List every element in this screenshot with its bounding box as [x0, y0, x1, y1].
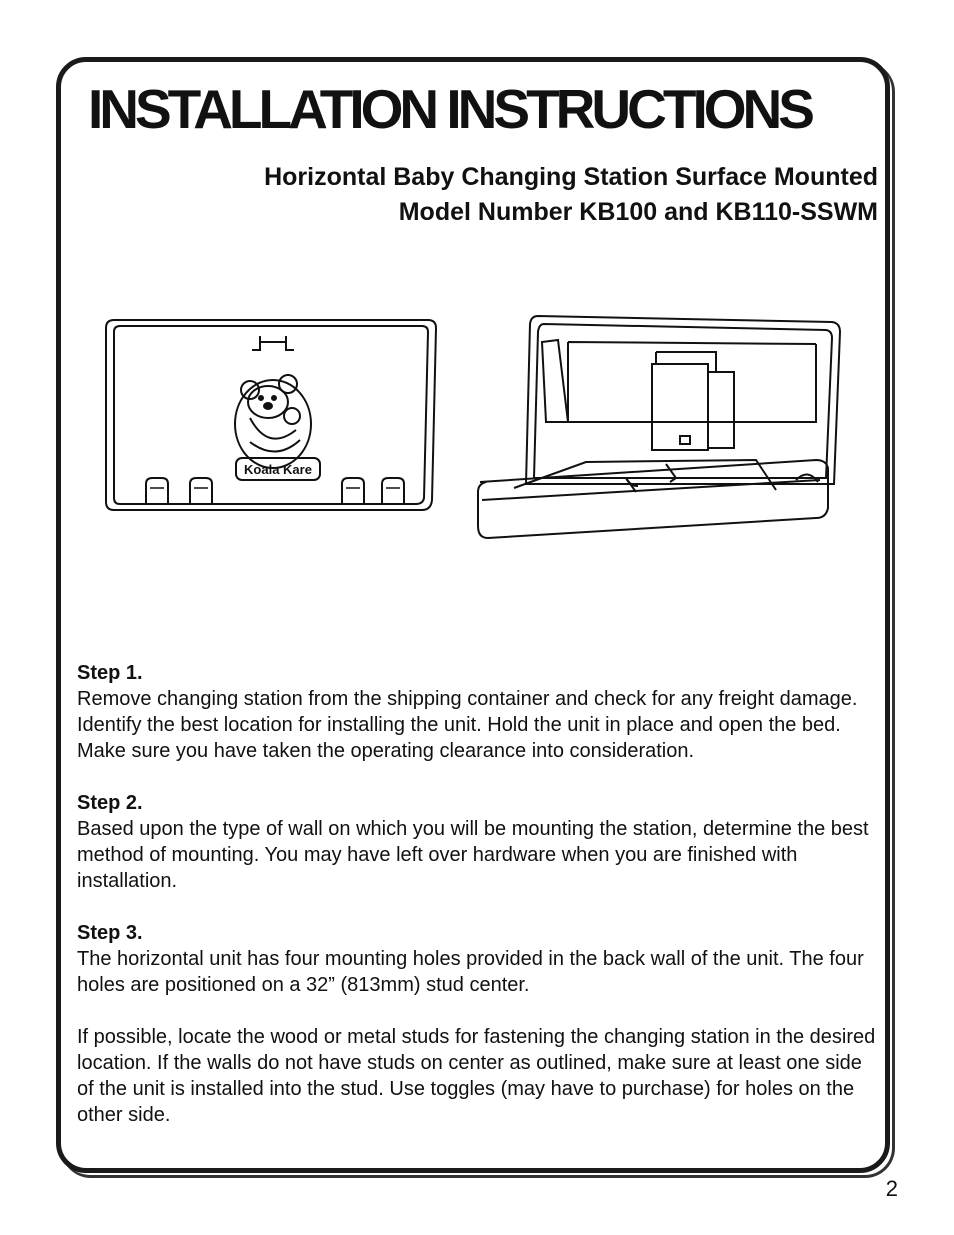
- step-1: [77, 660, 877, 764]
- step-heading: Step 1.: [77, 662, 143, 684]
- stud-note: If possible, locate the wood or metal studs for fastening the changing station in the desired location. If the walls do not have studs on center as outlined, make sure at least one side of the unit is installed into the stud. Use toggles (may have to purchase) for holes on the other side.: [77, 1026, 876, 1126]
- page-title: INSTALLATION INSTRUCTIONS: [88, 78, 811, 140]
- subtitle-line-2: Model Number KB100 and KB110-SSWM: [398, 198, 878, 226]
- step-heading: Step 2.: [77, 792, 143, 814]
- step-text: The horizontal unit has four mounting holes provided in the back wall of the unit. The four holes are positioned on a 32” (813mm) stud center.: [77, 948, 864, 996]
- step-text: Based upon the type of wall on which you will be mounting the station, determine the best method of mounting. You may have left over hardware when you are finished with installation.: [77, 818, 869, 892]
- step-heading: Step 3.: [77, 922, 143, 944]
- page-number: 2: [885, 1176, 898, 1201]
- instructions-body: [77, 660, 877, 1128]
- closed-station-illustration: [100, 312, 445, 520]
- product-subtitle: [118, 160, 878, 230]
- open-station-illustration: [476, 312, 846, 544]
- step-3: [77, 920, 877, 998]
- subtitle-line-1: Horizontal Baby Changing Station Surface Mounted: [264, 163, 878, 191]
- logo-text: Koala Kare: [244, 462, 312, 477]
- step-2: [77, 790, 877, 894]
- step-text: Remove changing station from the shipping container and check for any freight damage. Identify the best location for installing the unit. Hold the unit in place and open the bed. Make sure you have taken the operating clearance into consideration.: [77, 688, 858, 762]
